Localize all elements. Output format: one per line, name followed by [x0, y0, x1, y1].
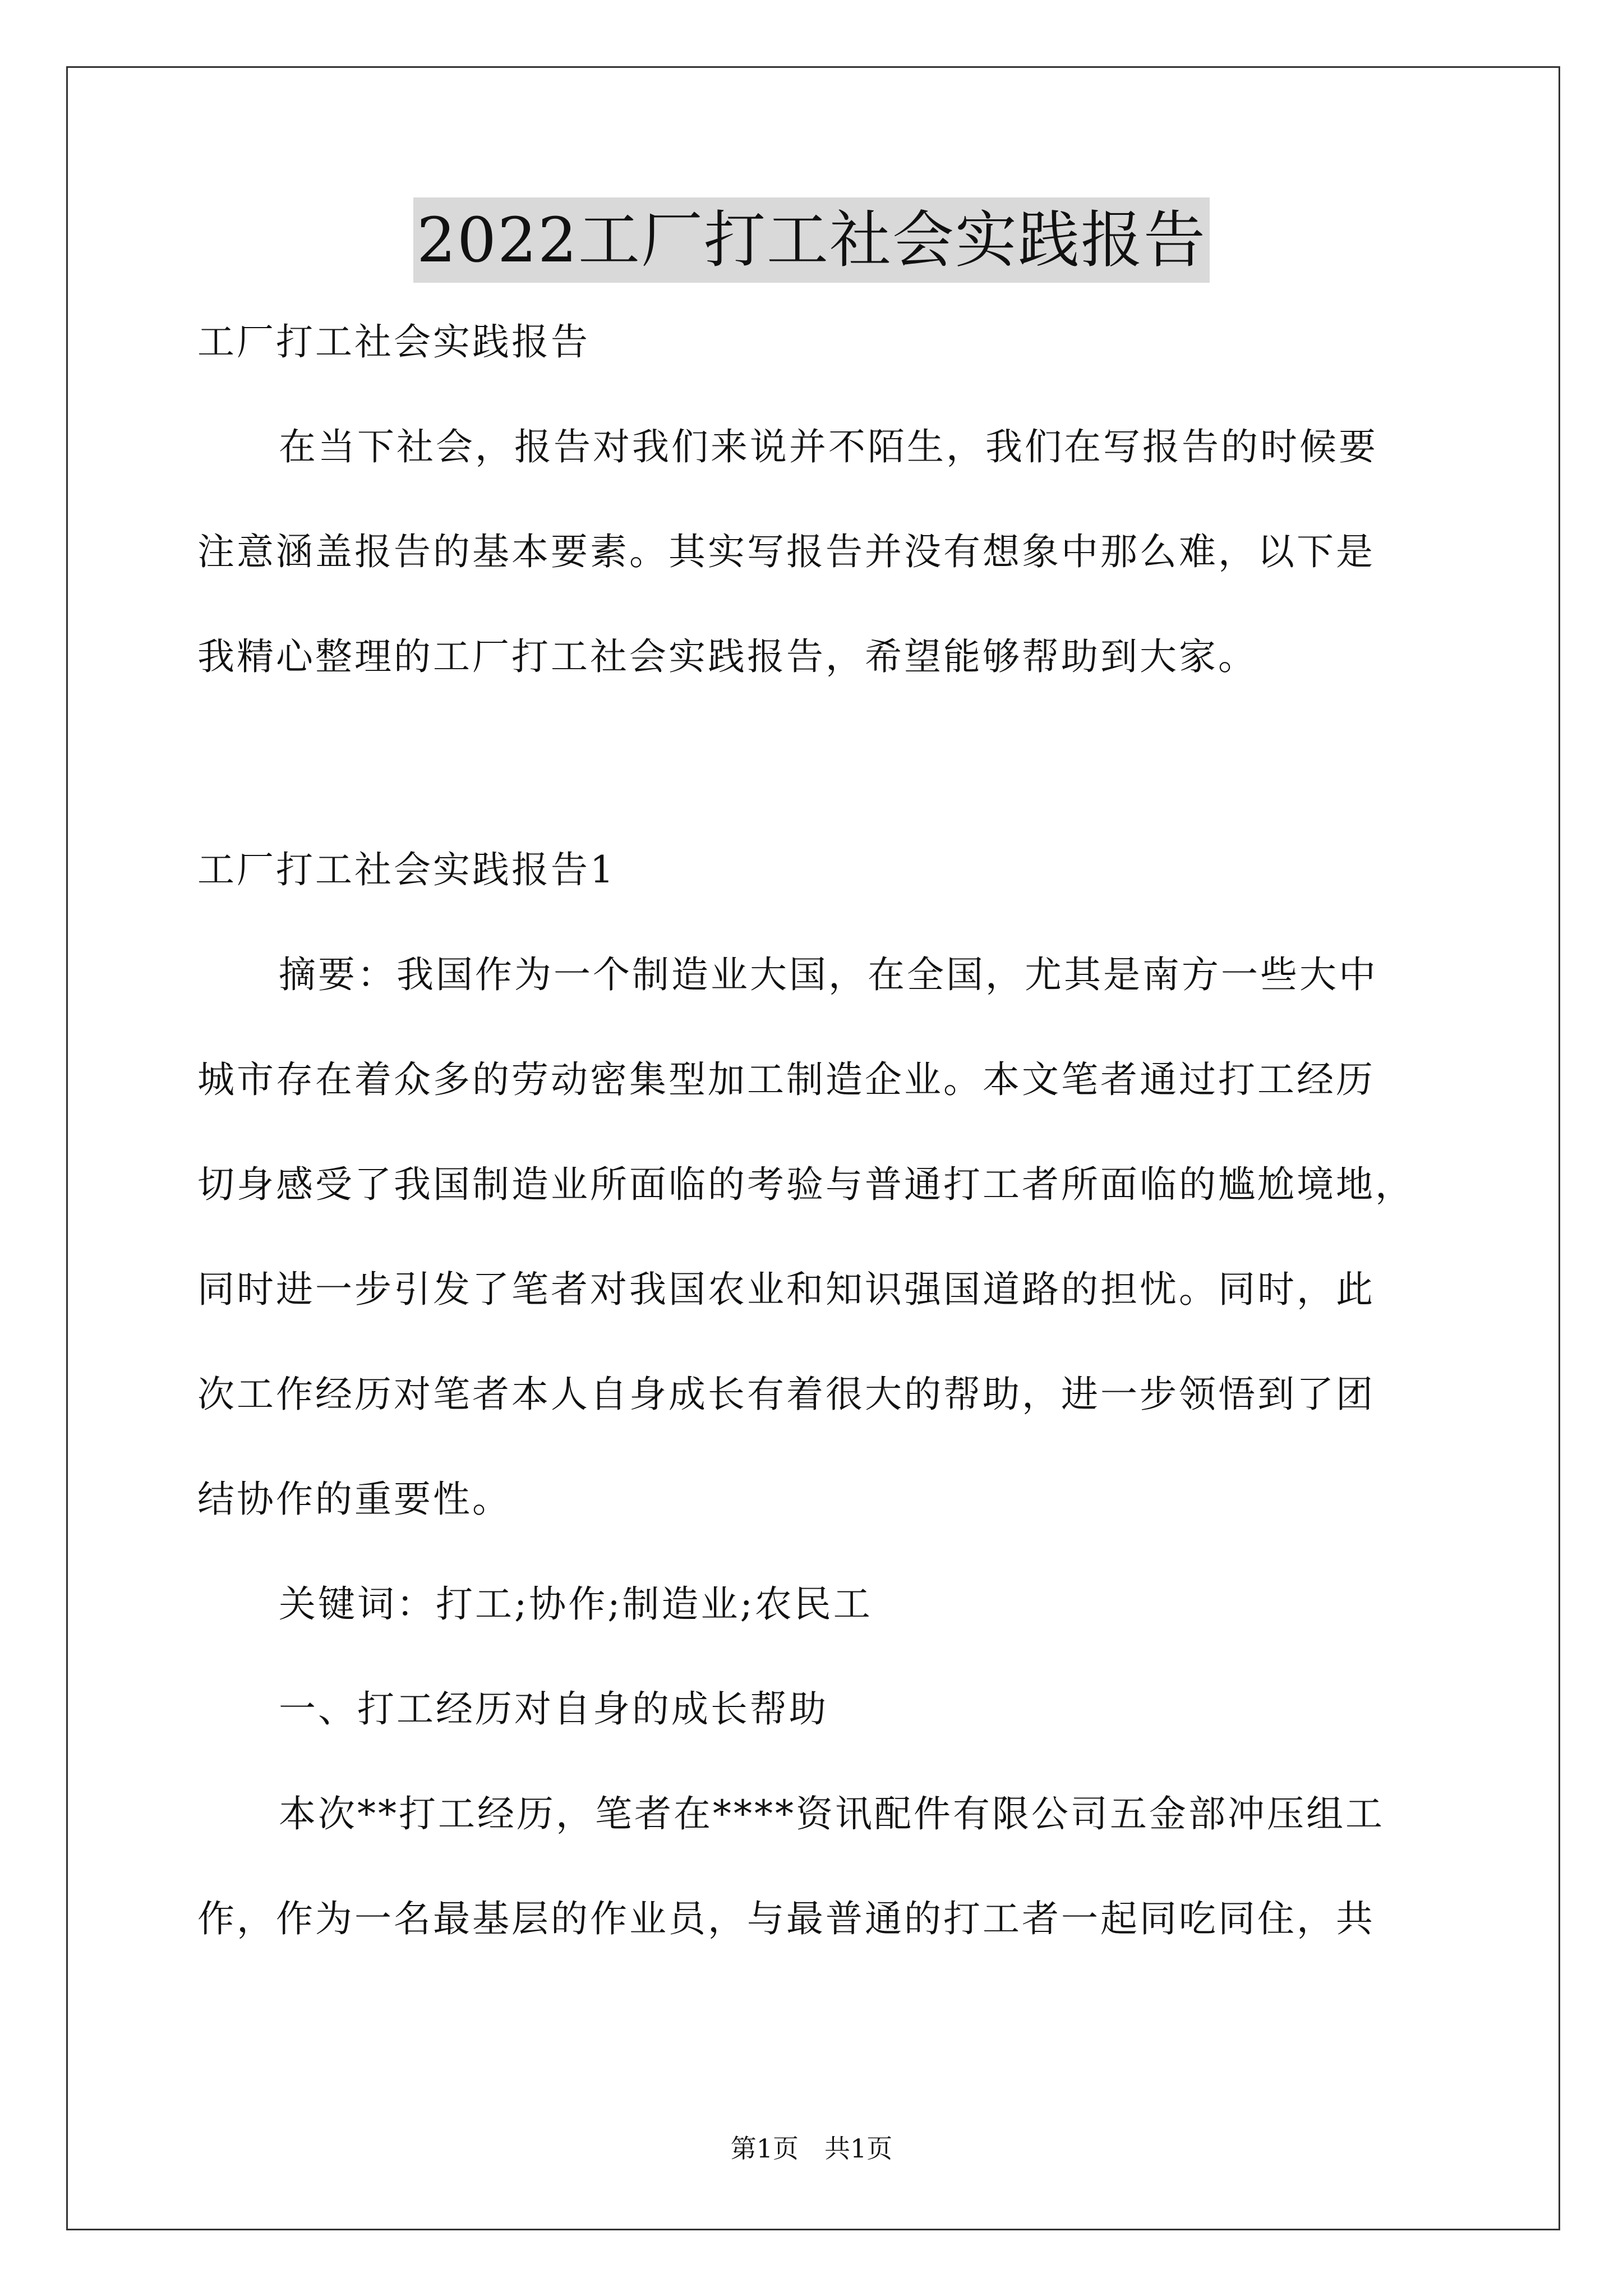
abstract-line: 城市存在着众多的劳动密集型加工制造企业。本文笔者通过打工经历 [197, 1058, 1375, 1101]
page-number: 第1页 [730, 2133, 799, 2164]
body-line: 作，作为一名最基层的作业员，与最普通的打工者一起同吃同住，共 [197, 1897, 1375, 1940]
abstract-paragraph [197, 947, 1431, 1527]
document-title: 2022工厂打工社会实践报告 [413, 197, 1210, 283]
body-paragraph [197, 1786, 1431, 1947]
body-line: 本次**打工经历，笔者在****资讯配件有限公司五金部冲压组工 [279, 1792, 1385, 1835]
part-one-heading: 一、打工经历对自身的成长帮助 [279, 1687, 828, 1731]
intro-line: 注意涵盖报告的基本要素。其实写报告并没有想象中那么难，以下是 [197, 530, 1375, 573]
intro-paragraph [197, 419, 1431, 685]
document-body [197, 314, 1431, 1947]
abstract-line: 同时进一步引发了笔者对我国农业和知识强国道路的担忧。同时，此 [197, 1268, 1375, 1311]
title-wrap [0, 197, 1623, 283]
abstract-line: 次工作经历对笔者本人自身成长有着很大的帮助，进一步领悟到了团 [197, 1373, 1375, 1416]
intro-line: 我精心整理的工厂打工社会实践报告，希望能够帮助到大家。 [197, 635, 1257, 678]
abstract-line: 切身感受了我国制造业所面临的考验与普通打工者所面临的尴尬境地， [197, 1163, 1414, 1206]
abstract-line: 结协作的重要性。 [197, 1478, 511, 1521]
page-footer [0, 2132, 1623, 2165]
intro-line: 在当下社会，报告对我们来说并不陌生，我们在写报告的时候要 [279, 425, 1378, 468]
document-subtitle: 工厂打工社会实践报告 [197, 320, 590, 364]
page-total: 共1页 [824, 2133, 893, 2164]
keywords-line: 关键词：打工;协作;制造业;农民工 [279, 1582, 873, 1626]
section-heading: 工厂打工社会实践报告1 [197, 848, 616, 891]
abstract-line: 摘要：我国作为一个制造业大国，在全国，尤其是南方一些大中 [279, 953, 1378, 996]
